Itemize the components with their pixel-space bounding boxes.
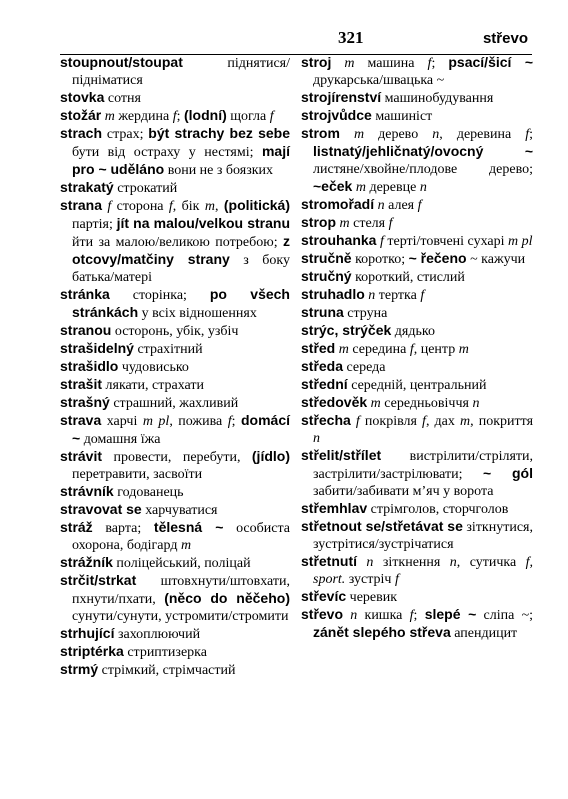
czech-term: strojírenství — [301, 89, 382, 105]
czech-term: střední — [301, 376, 348, 392]
ukrainian-translation: годованець — [113, 485, 184, 500]
czech-term: jít na malou/velkou stranu — [116, 215, 290, 231]
dictionary-entry — [301, 54, 533, 89]
ukrainian-translation: ; — [431, 56, 449, 71]
grammar-label: f — [414, 56, 432, 71]
ukrainian-translation: зіткнення — [373, 555, 441, 570]
ukrainian-translation: осторонь, убік, узбіч — [111, 324, 239, 339]
grammar-label: n — [416, 180, 427, 195]
grammar-label: f — [222, 414, 232, 429]
ukrainian-translation: захоплюючий — [114, 627, 201, 642]
grammar-label: f — [406, 342, 414, 357]
right-column — [301, 54, 533, 642]
grammar-label: f, sport. — [313, 555, 534, 587]
ukrainian-translation: строкатий — [113, 181, 178, 196]
dictionary-entry — [301, 412, 533, 447]
ukrainian-translation: ; — [231, 414, 241, 429]
dictionary-entry — [60, 661, 290, 679]
ukrainian-translation: алея — [384, 198, 415, 213]
grammar-label: m pl — [504, 234, 533, 249]
dictionary-entry — [60, 625, 290, 643]
grammar-label: m — [367, 396, 381, 411]
grammar-label: n — [468, 396, 480, 411]
dictionary-entry — [301, 553, 533, 588]
ukrainian-translation: перетравити, засвоїти — [72, 467, 203, 482]
ukrainian-translation: машинобудування — [381, 91, 494, 106]
ukrainian-translation: провести, перебути, — [102, 450, 252, 465]
czech-term: stravovat se — [60, 501, 142, 517]
grammar-label: m — [339, 127, 365, 142]
ukrainian-translation: ; — [176, 109, 184, 124]
ukrainian-translation: , деревина — [439, 127, 512, 142]
dictionary-entry — [301, 304, 533, 322]
ukrainian-translation: ; — [529, 127, 534, 142]
grammar-label: m pl — [137, 414, 170, 429]
dictionary-entry — [60, 286, 290, 322]
grammar-label: f — [391, 572, 399, 587]
czech-term: stručně — [301, 250, 352, 266]
dictionary-entry — [60, 197, 290, 286]
ukrainian-translation: у всіх відношеннях — [138, 306, 257, 321]
ukrainian-translation: машина — [354, 56, 415, 71]
ukrainian-translation: дядько — [391, 324, 435, 339]
dictionary-entry — [301, 250, 533, 268]
dictionary-entry — [301, 268, 533, 286]
page-number: 321 — [338, 28, 364, 47]
ukrainian-translation: з боку батька/матері — [72, 253, 290, 285]
dictionary-entry — [60, 125, 290, 179]
czech-term: z otcovy/matčiny strany — [72, 233, 290, 267]
dictionary-entry — [60, 483, 290, 501]
dictionary-entry — [60, 340, 290, 358]
ukrainian-translation: середньовіччя — [380, 396, 469, 411]
grammar-label: f — [385, 216, 393, 231]
czech-term: ~ gól — [482, 465, 533, 481]
czech-term: strakatý — [60, 179, 114, 195]
dictionary-entry — [60, 572, 290, 625]
czech-term: struna — [301, 304, 344, 320]
ukrainian-translation: харчі — [101, 414, 138, 429]
czech-term: stovka — [60, 89, 105, 105]
ukrainian-translation: тертка — [375, 288, 417, 303]
czech-term: střecha — [301, 412, 351, 428]
grammar-label: n — [364, 288, 376, 303]
ukrainian-translation: піднятися/ підніматися — [72, 56, 290, 88]
grammar-label: f — [266, 109, 274, 124]
czech-term: struhadlo — [301, 286, 365, 302]
czech-term: střelit/střílet — [301, 447, 382, 463]
czech-term: stručný — [301, 268, 352, 284]
dictionary-entry — [301, 89, 533, 107]
czech-term: striptérka — [60, 643, 124, 659]
ukrainian-translation: сліпа ~; — [476, 608, 534, 623]
grammar-label: f — [511, 127, 530, 142]
ukrainian-translation: харчуватися — [141, 503, 218, 518]
ukrainian-translation: чудовисько — [118, 360, 189, 375]
grammar-label: f — [416, 288, 425, 303]
czech-term: listnatý/jehličnatý/ovocný ~ — [313, 143, 533, 159]
ukrainian-translation: ; — [413, 608, 425, 623]
ukrainian-translation: вистрілити/стріляти, застрілити/застрілювати; — [313, 449, 533, 482]
czech-term: psací/šicí ~ — [448, 54, 534, 70]
dictionary-entry — [60, 448, 290, 483]
czech-term: po všech stránkách — [72, 286, 290, 320]
ukrainian-translation: струна — [343, 306, 388, 321]
dictionary-entry — [301, 588, 533, 606]
dictionary-entry — [301, 340, 533, 358]
dictionary-entry — [60, 501, 290, 519]
grammar-label: n — [357, 555, 374, 570]
dictionary-entry — [301, 376, 533, 394]
grammar-label: f — [416, 414, 426, 429]
dictionary-entry — [301, 394, 533, 412]
czech-term: domácí ~ — [72, 412, 291, 446]
ukrainian-translation: страх; — [102, 127, 149, 142]
czech-term: strávit — [60, 448, 103, 464]
ukrainian-translation: жердина — [114, 109, 170, 124]
czech-term: střetnout se/střetávat se — [301, 518, 463, 534]
ukrainian-translation: варта; — [92, 521, 154, 536]
czech-term: (lodní) — [183, 107, 227, 123]
ukrainian-translation: страшний, жахливий — [109, 396, 239, 411]
left-column — [60, 54, 290, 679]
ukrainian-translation: , дах — [425, 414, 455, 429]
czech-term: stromořadí — [301, 196, 375, 212]
czech-term: stránka — [60, 286, 110, 302]
czech-term: strojvůdce — [301, 107, 372, 123]
czech-term: tělesná ~ — [153, 519, 224, 535]
ukrainian-translation: , — [215, 199, 224, 214]
dictionary-entry — [60, 412, 290, 448]
ukrainian-translation: , сутичка — [456, 555, 517, 570]
czech-term: středověk — [301, 394, 368, 410]
grammar-label: f — [169, 109, 177, 124]
ukrainian-translation: , центр — [413, 342, 456, 357]
grammar-label: f — [350, 414, 360, 429]
ukrainian-translation: черевик — [346, 590, 398, 605]
czech-term: strana — [60, 197, 103, 213]
dictionary-entry — [301, 125, 533, 196]
czech-term: stoupnout/stoupat — [60, 54, 183, 70]
ukrainian-translation: , пожива — [169, 414, 223, 429]
dictionary-entry — [60, 358, 290, 376]
ukrainian-translation: середній, центральний — [347, 378, 487, 393]
czech-term: strašit — [60, 376, 103, 392]
grammar-label: n — [343, 608, 358, 623]
grammar-label: f — [402, 608, 414, 623]
dictionary-entry — [301, 286, 533, 304]
czech-term: (politická) — [223, 197, 290, 213]
ukrainian-translation: особиста охорона, бодігард — [72, 521, 290, 553]
czech-term: ~eček — [313, 178, 353, 194]
czech-term: strouhanka — [301, 232, 377, 248]
czech-term: strašidlo — [60, 358, 119, 374]
ukrainian-translation: йти за малою/великою потребою; — [72, 235, 283, 250]
dictionary-entry — [301, 518, 533, 553]
ukrainian-translation: , бік — [172, 199, 200, 214]
ukrainian-translation: сторінка; — [109, 288, 210, 303]
ukrainian-translation: машиніст — [371, 109, 433, 124]
grammar-label: m — [336, 216, 350, 231]
ukrainian-translation: зіткнутися, зустрітися/зустрічатися — [313, 520, 533, 552]
dictionary-entry — [301, 500, 533, 518]
grammar-label: f — [376, 234, 384, 249]
dictionary-entry — [301, 322, 533, 340]
dictionary-entry — [60, 89, 290, 107]
ukrainian-translation: стрімкий, стрімчастий — [98, 663, 236, 678]
ukrainian-translation: щогла — [226, 109, 267, 124]
grammar-label: n — [440, 555, 457, 570]
czech-term: slepé ~ — [424, 606, 477, 622]
dictionary-entry — [60, 394, 290, 412]
czech-term: strávník — [60, 483, 114, 499]
running-head: střevo — [482, 30, 528, 47]
ukrainian-translation: домашня їжа — [80, 432, 161, 447]
ukrainian-translation: стриптизерка — [123, 645, 207, 660]
ukrainian-translation: друкарська/швацька ~ — [313, 73, 445, 88]
grammar-label: f — [163, 199, 173, 214]
czech-term: střevo — [301, 606, 344, 622]
ukrainian-translation: сотня — [104, 91, 141, 106]
czech-term: (něco do něčeho) — [164, 590, 290, 606]
grammar-label: n — [313, 431, 320, 446]
dictionary-entry — [60, 54, 290, 89]
grammar-label: m — [199, 199, 215, 214]
czech-term: střed — [301, 340, 336, 356]
dictionary-entry — [301, 214, 533, 232]
ukrainian-translation: лякати, страхати — [102, 378, 205, 393]
czech-term: stožár — [60, 107, 102, 123]
grammar-label: m — [454, 414, 471, 429]
ukrainian-translation: бути від остраху у нестямі; — [72, 145, 262, 160]
dictionary-entry — [60, 376, 290, 394]
grammar-label: m — [335, 342, 349, 357]
ukrainian-translation: страхітний — [133, 342, 203, 357]
ukrainian-translation: середина — [348, 342, 407, 357]
dictionary-entry — [301, 107, 533, 125]
ukrainian-translation: вони не з боязких — [164, 163, 274, 178]
czech-term: stranou — [60, 322, 112, 338]
ukrainian-translation: покрівля — [359, 414, 417, 429]
grammar-label: m — [352, 180, 366, 195]
ukrainian-translation: , покриття — [470, 414, 534, 429]
dictionary-entry — [301, 606, 533, 642]
dictionary-entry — [301, 196, 533, 214]
ukrainian-translation: забити/забивати м’яч у ворота — [313, 484, 494, 499]
dictionary-entry — [60, 554, 290, 572]
czech-term: strop — [301, 214, 336, 230]
ukrainian-translation: терті/товчені сухарі — [383, 234, 505, 249]
czech-term: střetnutí — [301, 553, 357, 569]
ukrainian-translation: дерево — [364, 127, 419, 142]
czech-term: strom — [301, 125, 340, 141]
dictionary-entry — [301, 232, 533, 250]
dictionary-entry — [301, 358, 533, 376]
ukrainian-translation: зустріч — [345, 572, 392, 587]
ukrainian-translation: коротко; — [351, 252, 409, 267]
czech-term: zánět slepého střeva — [313, 624, 451, 640]
grammar-label: n — [374, 198, 385, 213]
dictionary-entry — [60, 322, 290, 340]
grammar-label: m — [455, 342, 469, 357]
czech-term: stroj — [301, 54, 332, 70]
czech-term: (jídlo) — [251, 448, 290, 464]
dictionary-entry — [60, 643, 290, 661]
dictionary-entry — [60, 179, 290, 197]
czech-term: být strachy bez sebe — [148, 125, 290, 141]
page-header — [60, 30, 532, 55]
ukrainian-translation: партія; — [72, 217, 117, 232]
ukrainian-translation: стеля — [349, 216, 386, 231]
czech-term: stráž — [60, 519, 93, 535]
ukrainian-translation: стрімголов, сторчголов — [367, 502, 509, 517]
dictionary-entry — [60, 107, 290, 125]
czech-term: strýc, strýček — [301, 322, 392, 338]
dictionary-entry — [60, 519, 290, 554]
czech-term: střemhlav — [301, 500, 368, 516]
ukrainian-translation: поліцейський, поліцай — [112, 556, 251, 571]
ukrainian-translation: ~ кажучи — [466, 252, 526, 267]
czech-term: strach — [60, 125, 103, 141]
grammar-label: m — [177, 538, 192, 553]
ukrainian-translation: деревце — [365, 180, 417, 195]
ukrainian-translation: кишка — [357, 608, 403, 623]
czech-term: strašidelný — [60, 340, 134, 356]
czech-term: ~ řečeno — [408, 250, 467, 266]
grammar-label: f — [102, 199, 112, 214]
grammar-label: m — [331, 56, 355, 71]
czech-term: strhující — [60, 625, 115, 641]
czech-term: strčit/strkat — [60, 572, 137, 588]
czech-term: střevíc — [301, 588, 347, 604]
ukrainian-translation: сторона — [111, 199, 164, 214]
czech-term: mají pro ~ uděláno — [72, 143, 290, 177]
czech-term: středa — [301, 358, 344, 374]
czech-term: strážník — [60, 554, 113, 570]
czech-term: strašný — [60, 394, 110, 410]
ukrainian-translation: сунути/сунути, устромити/стромити — [72, 609, 289, 624]
czech-term: strmý — [60, 661, 99, 677]
ukrainian-translation: середа — [343, 360, 386, 375]
czech-term: strava — [60, 412, 102, 428]
ukrainian-translation: штовхнути/штовхати, пхнути/пхати, — [72, 574, 290, 607]
grammar-label: f — [414, 198, 422, 213]
grammar-label: m — [101, 109, 115, 124]
grammar-label: n — [418, 127, 440, 142]
ukrainian-translation: апендицит — [450, 626, 518, 641]
ukrainian-translation: листяне/хвойне/плодове дерево; — [313, 162, 533, 177]
ukrainian-translation: короткий, стислий — [351, 270, 465, 285]
dictionary-entry — [301, 447, 533, 500]
